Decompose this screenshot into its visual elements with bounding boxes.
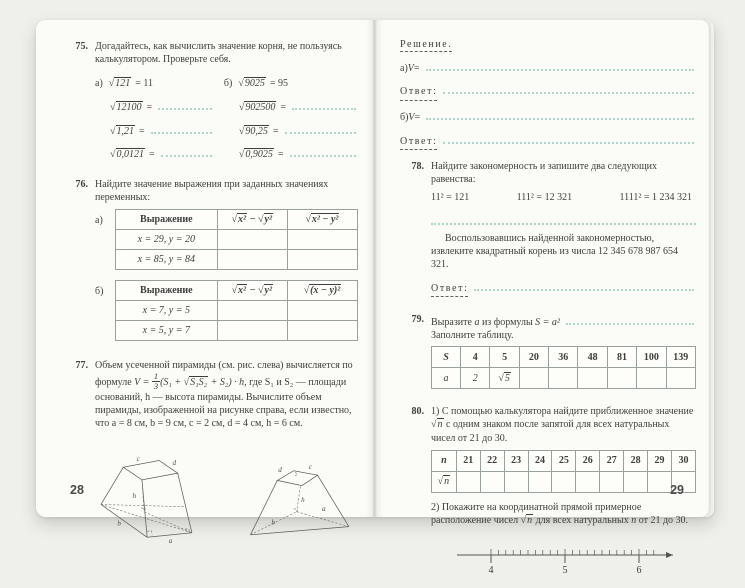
answer-line bbox=[400, 132, 696, 150]
empty-answer-cell[interactable] bbox=[519, 368, 548, 389]
column-header-formula-2: √x² − y² bbox=[287, 210, 357, 230]
task-75 bbox=[64, 40, 358, 170]
workbook-spread bbox=[36, 20, 714, 577]
sqrt-expression: √12100 bbox=[110, 102, 142, 114]
task-80-part2-text: 2) Покажите на координатной прямой примерное расположение чисел √n для всех натуральных n от 21 до 30. bbox=[431, 501, 689, 526]
table-row: x = 5, y = 7 bbox=[116, 321, 358, 341]
task-76-text: Найдите значение выражения при заданных значениях переменных: bbox=[95, 178, 329, 203]
label-b: b bbox=[271, 517, 276, 526]
task-76 bbox=[64, 178, 358, 351]
answer-blank[interactable] bbox=[426, 109, 694, 121]
task-75-column-b: б) √9025 = 95 √902500 = √90,25 = √0,9025 = bbox=[214, 69, 358, 169]
solution-line-b: б) V = bbox=[400, 109, 696, 125]
table-a-label: а) bbox=[95, 215, 103, 226]
answer-blank[interactable] bbox=[431, 214, 696, 226]
task-80-part1-text: 1) С помощью калькулятора найдите приближенное значение √n с одним знаком после запятой для всех натуральных чисел от 21 до 30. bbox=[431, 406, 694, 444]
sqrt-expression: √0,0121 bbox=[110, 149, 144, 161]
equation: 111² = 12 321 bbox=[516, 192, 573, 204]
answer-blank[interactable] bbox=[426, 59, 694, 71]
page-number-29: 29 bbox=[670, 483, 684, 497]
sqrt-expression: √S₁S₂ bbox=[183, 377, 208, 389]
row-label-sqrt-n: √n bbox=[432, 471, 457, 492]
empty-answer-cell[interactable] bbox=[456, 471, 480, 492]
label-c: c bbox=[308, 462, 312, 471]
answer-line bbox=[400, 83, 696, 101]
answer-blank[interactable] bbox=[285, 122, 356, 134]
label-c: c bbox=[136, 454, 140, 463]
column-header-expression: Выражение bbox=[116, 210, 218, 230]
values-table-a bbox=[115, 209, 358, 270]
empty-answer-cell[interactable] bbox=[648, 471, 672, 492]
solution-block bbox=[400, 38, 696, 150]
filled-answer: 2 bbox=[461, 368, 490, 389]
answer-label: Ответ: bbox=[400, 135, 437, 150]
tick-label-5: 5 bbox=[562, 565, 568, 577]
answer-blank[interactable] bbox=[443, 83, 694, 95]
label-a: a bbox=[322, 504, 326, 513]
answer-label: Ответ: bbox=[400, 85, 437, 100]
label-a: a bbox=[168, 536, 173, 545]
solution-heading: Решение. bbox=[400, 39, 453, 50]
solution-line-a: а) V = bbox=[400, 59, 696, 75]
column-a-label: а) bbox=[95, 78, 103, 90]
table-row: x = 29, y = 20 bbox=[116, 230, 358, 250]
column-header-formula-2: √(x − y)² bbox=[287, 281, 357, 301]
answer-blank[interactable] bbox=[151, 122, 212, 134]
empty-answer-cell[interactable] bbox=[217, 321, 287, 341]
answer-blank[interactable] bbox=[566, 313, 694, 325]
table-79 bbox=[431, 346, 696, 389]
fraction-one-third: $\frac{1}{3}$ bbox=[153, 371, 159, 392]
answer-label: Ответ: bbox=[431, 282, 468, 297]
empty-answer-cell[interactable] bbox=[217, 230, 287, 250]
sqrt-expression: √1,21 bbox=[110, 125, 134, 137]
empty-answer-cell[interactable] bbox=[549, 368, 578, 389]
label-d: d bbox=[172, 458, 177, 467]
task-79-fill-text: Заполните таблицу. bbox=[431, 329, 514, 341]
task-75-text: Догадайтесь, как вычислить значение корня, не пользуясь калькулятором. Проверьте себя. bbox=[95, 41, 342, 66]
task-77-number: 77. bbox=[75, 360, 88, 371]
empty-answer-cell[interactable] bbox=[666, 368, 695, 389]
table-row: x = 7, y = 5 bbox=[116, 301, 358, 321]
empty-answer-cell[interactable] bbox=[287, 321, 357, 341]
label-h: h bbox=[132, 491, 136, 500]
sqrt-expression: √9025 bbox=[238, 78, 265, 90]
equation: 1111² = 1 234 321 bbox=[619, 192, 692, 204]
table-80-answer-row bbox=[432, 471, 696, 492]
task-78-text: Найдите закономерность и запишите два следующих равенства: bbox=[431, 160, 658, 186]
tick-label-4: 4 bbox=[488, 565, 494, 577]
empty-answer-cell[interactable] bbox=[576, 471, 600, 492]
column-header-formula-1: √x² − √y² bbox=[217, 281, 287, 301]
page-right bbox=[374, 20, 714, 577]
empty-answer-cell[interactable] bbox=[528, 471, 552, 492]
number-line bbox=[453, 538, 685, 576]
values-table-b bbox=[115, 280, 358, 341]
answer-blank[interactable] bbox=[474, 280, 694, 292]
task-80 bbox=[400, 405, 696, 580]
task-75-column-a: а) √121 = 11 √12100 = √1,21 = √0,0121 = bbox=[95, 69, 214, 169]
table-row: x = 85, y = 84 bbox=[116, 250, 358, 270]
table-80-header-row: n 21 22 23 24 25 26 27 28 29 30 bbox=[432, 450, 696, 471]
arrowhead bbox=[666, 552, 673, 558]
answer-blank[interactable] bbox=[292, 99, 356, 111]
sqrt-expression: √90,25 bbox=[238, 125, 268, 137]
empty-answer-cell[interactable] bbox=[637, 368, 666, 389]
sqrt-n: √n bbox=[520, 514, 533, 526]
empty-answer-cell[interactable] bbox=[287, 230, 357, 250]
task-78 bbox=[400, 160, 696, 305]
empty-answer-cell[interactable] bbox=[600, 471, 624, 492]
equation: 11² = 121 bbox=[431, 192, 470, 204]
table-80 bbox=[431, 450, 696, 493]
pyramid-figures bbox=[95, 439, 358, 561]
task-78-number: 78. bbox=[411, 160, 424, 172]
empty-answer-cell[interactable] bbox=[578, 368, 607, 389]
task-75-number: 75. bbox=[75, 41, 88, 52]
answer-line bbox=[431, 280, 696, 298]
tick-label-6: 6 bbox=[636, 565, 642, 577]
frustum-left-figure bbox=[95, 439, 220, 561]
filled-answer: √5 bbox=[490, 368, 519, 389]
sqrt-expression: √902500 bbox=[238, 102, 276, 114]
task-77-text: Объем усеченной пирамиды (см. рис. слева) вычисляется по формуле V = $\frac{1}{3}$ (S₁ + √S₁S₂ + S₂) · h, где S₁ и S₂ — площади оснований, h — высота пирамиды. Вычислите объем пирамиды, изображенной на рисунке справа, если известно, что a = 8 см, b = 9 см, c = 2 см, d = 4 см, h = 6 см. bbox=[95, 360, 353, 430]
table-b-label: б) bbox=[95, 286, 104, 297]
task-79 bbox=[400, 313, 696, 397]
sqrt-n: √n bbox=[431, 419, 443, 431]
sqrt-expression: √0,9025 bbox=[238, 149, 273, 161]
label-h: h bbox=[301, 495, 305, 504]
empty-answer-cell[interactable] bbox=[217, 301, 287, 321]
equations-row bbox=[431, 191, 696, 204]
empty-answer-cell[interactable] bbox=[504, 471, 528, 492]
empty-answer-cell[interactable] bbox=[287, 250, 357, 270]
task-80-number: 80. bbox=[411, 406, 424, 418]
label-d: d bbox=[278, 465, 282, 474]
empty-answer-cell[interactable] bbox=[624, 471, 648, 492]
task-77 bbox=[64, 359, 358, 561]
task-79-text: Выразите a из формулы S = a² bbox=[431, 313, 696, 329]
frustum-right-figure bbox=[246, 449, 358, 561]
empty-answer-cell[interactable] bbox=[552, 471, 576, 492]
empty-answer-cell[interactable] bbox=[480, 471, 504, 492]
empty-answer-cell[interactable] bbox=[217, 250, 287, 270]
answer-blank[interactable] bbox=[161, 146, 212, 158]
label-b: b bbox=[117, 518, 121, 527]
column-header-expression: Выражение bbox=[116, 281, 218, 301]
answer-blank[interactable] bbox=[158, 99, 212, 111]
task-76-number: 76. bbox=[75, 178, 88, 190]
column-header-formula-1: √x² − √y² bbox=[217, 210, 287, 230]
answer-blank[interactable] bbox=[290, 146, 356, 158]
task-78-body: Воспользовавшись найденной закономерностью, извлеките квадратный корень из числа 12 345 678 987 654 321. bbox=[431, 233, 679, 271]
table-79-answer-row bbox=[432, 368, 696, 389]
column-b-label: б) bbox=[223, 78, 233, 90]
sqrt-expression: √121 bbox=[108, 78, 131, 90]
table-79-header-row: S 4 5 20 36 48 81 100 139 bbox=[432, 347, 696, 368]
page-left bbox=[36, 20, 374, 545]
task-79-number: 79. bbox=[411, 314, 424, 326]
answer-blank[interactable] bbox=[443, 132, 694, 144]
equation-value: = 11 bbox=[135, 78, 154, 90]
empty-answer-cell[interactable] bbox=[607, 368, 636, 389]
page-number-28: 28 bbox=[70, 483, 84, 497]
empty-answer-cell[interactable] bbox=[287, 301, 357, 321]
row-label-a: a bbox=[432, 368, 461, 389]
